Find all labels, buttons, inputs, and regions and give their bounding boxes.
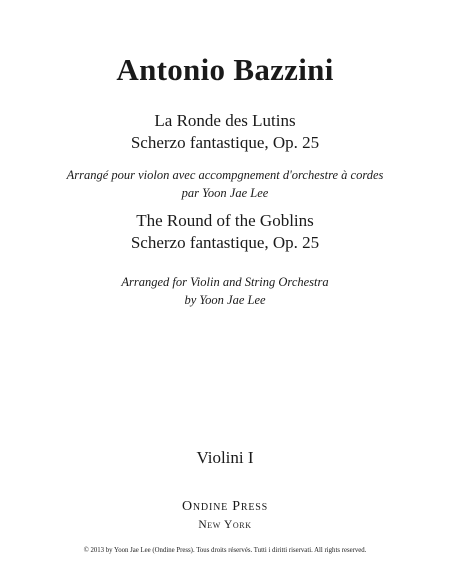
publisher-city: New York xyxy=(198,519,252,531)
french-title: La Ronde des Lutins xyxy=(154,111,296,130)
english-arrangement-note: Arranged for Violin and String Orchestra xyxy=(121,275,329,289)
english-arranger: by Yoon Jae Lee xyxy=(184,293,266,307)
french-subtitle: Scherzo fantastique, Op. 25 xyxy=(130,133,320,152)
french-arrangement-note: Arrangé pour violon avec accompgnement d'orchestre à cordes xyxy=(66,168,384,182)
copyright-notice: © 2013 by Yoon Jae Lee (Ondine Press). Tous droits réservés. Tutti i diritti riservati. All rights reserved. xyxy=(83,547,367,554)
part-name: Violini I xyxy=(196,448,254,467)
english-subtitle: Scherzo fantastique, Op. 25 xyxy=(130,233,320,252)
french-arranger: par Yoon Jae Lee xyxy=(181,186,269,200)
english-title: The Round of the Goblins xyxy=(136,211,314,230)
publisher-name: Ondine Press xyxy=(181,499,268,514)
composer-name: Antonio Bazzini xyxy=(116,52,334,87)
